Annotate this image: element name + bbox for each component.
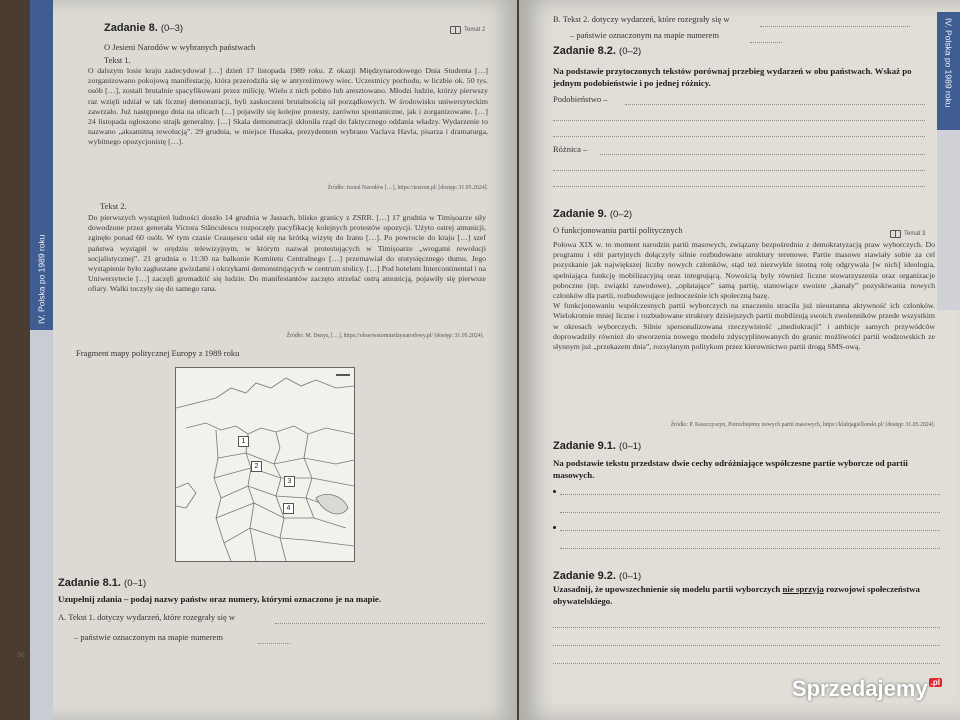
task82-similarity-line-1[interactable] [625, 104, 925, 105]
page-number: 66 [17, 652, 25, 659]
task82-instruction: Na podstawie przytoczonych tekstów porównaj przebieg wydarzeń w obu państwach. Wskaż po jednym podobieństwie i po jednej różnicy. [553, 66, 912, 88]
task92-instruction: Uzasadnij, że upowszechnienie się modelu partii wyborczych nie sprzyja rozwojowi społeczeństwa obywatelskiego. [553, 584, 920, 606]
task9-subtitle: O funkcjonowaniu partii politycznych [553, 225, 683, 235]
chapter-side-tab-right: IV. Polska po 1989 roku [937, 12, 960, 130]
task92-answer-line-3[interactable] [553, 663, 940, 664]
task81-title: Zadanie 8.1. (0–1) [58, 577, 147, 589]
task9-title: Zadanie 9. (0–2) [553, 208, 633, 220]
map-number-2: 2 [251, 461, 262, 472]
task81-line-b2: – państwie oznaczonym na mapie numerem [570, 30, 719, 40]
map-caption: Fragment mapy politycznej Europy z 1989 roku [76, 348, 240, 358]
task82-difference-label: Różnica – [553, 144, 588, 154]
task91-bullet-1 [553, 490, 556, 493]
task82-difference-line-1[interactable] [600, 154, 925, 155]
task81-line-b: B. Tekst 2. dotyczy wydarzeń, które rozegrały się w [553, 14, 730, 24]
watermark-logo: Sprzedajemy .pl [791, 676, 940, 701]
task91-answer-line-3[interactable] [560, 530, 940, 531]
map-number-3: 3 [284, 476, 295, 487]
task82-title: Zadanie 8.2. (0–2) [553, 45, 642, 57]
task92-answer-line-2[interactable] [553, 645, 940, 646]
task82-similarity-label: Podobieństwo – [553, 94, 608, 104]
task9-topic-tag: Temat 3 [890, 230, 925, 238]
task8-subtitle: O Jesieni Narodów w wybranych państwach [104, 42, 256, 52]
task92-answer-line-1[interactable] [553, 627, 940, 628]
task81-answer-number-a[interactable] [258, 643, 290, 644]
right-page [519, 0, 960, 720]
text1-source: Źródło: Jesień Narodów […], https://testron.pl/ [dostęp: 31.05.2024]. [327, 185, 488, 191]
task8-title: Zadanie 8. (0–3) [104, 22, 184, 34]
book-icon [890, 230, 901, 238]
task91-answer-line-2[interactable] [560, 512, 940, 513]
europe-map [175, 367, 355, 562]
task82-difference-line-3[interactable] [553, 186, 925, 187]
task8-topic-tag: Temat 2 [450, 26, 485, 34]
side-strip-left [30, 330, 53, 720]
task81-line-a: A. Tekst 1. dotyczy wydarzeń, które rozegrały się w [58, 612, 235, 622]
task81-instruction: Uzupełnij zdania – podaj nazwy państw oraz numery, którymi oznaczono je na mapie. [58, 594, 382, 604]
text2-label: Tekst 2. [100, 201, 127, 211]
task91-instruction: Na podstawie tekstu przedstaw dwie cechy odróżniające współczesne partie wyborcze od partii masowych. [553, 458, 908, 480]
task91-answer-line-4[interactable] [560, 548, 940, 549]
task82-similarity-line-2[interactable] [553, 120, 925, 121]
task92-title: Zadanie 9.2. (0–1) [553, 570, 642, 582]
task81-answer-line-b[interactable] [760, 26, 910, 27]
chapter-side-tab-left: IV. Polska po 1989 roku [30, 0, 53, 330]
side-strip-right [937, 130, 960, 310]
task82-similarity-line-3[interactable] [553, 136, 925, 137]
task81-line-a2: – państwie oznaczonym na mapie numerem [74, 632, 223, 642]
task9-text: Połowa XIX w. to moment narodzin partii masowych, związany bezpośrednio z demokratyzacją praw wyborczych. Do programu i elit partyjnych dołączyły silnie rozbudowane struktury terenowe. Partie masowe stawiały sobie za cel pozyskanie jak największej liczby nowych członków, stąd też niezwykle istotną rolę odgrywała [w nich] ideologia, spełniająca funkcję mobilizacyjną oraz integrującą. Nowością były również liczne stowarzyszenia oraz organizacje poboczne (np. związki zawodowe), „opłatające” samą partię, stanowiące swoiste „kanały” pozyskiwania nowych członków dla partii, rozbudowujące jednocześnie ich społeczną bazę. W funkcjonowaniu współczesnych partii wyborczych na znaczeniu straciła już nieustanna aktywność ich członków. Wielokrotnie mniej liczne i rozbudowane struktury dzisiejszych partii mobilizują swoich zwolenników przede wszystkim w okresach wyborczych. Silnie spersonalizowana rzeczywistość „mediokracji” i ambicje samych przywódców doprowadziły również do stworzenia nowego modelu zdyscyplinowanych do granic możliwości partii wodzowskich ze słynnym już „przekazem dnia”, rozsyłanym politykom przez kierownictwo partii drogą SMS-ową. [553, 240, 935, 352]
task9-source: Źródło: P. Kaszczyszyn, Potrzebujemy nowych partii masowych, https://klubjagiellonski.pl/ [dostęp: 31.05.2024]. [670, 422, 935, 428]
book-icon [450, 26, 461, 34]
text1-body: O dalszym losie kraju zadecydował […] dzień 17 listopada 1989 roku. Z okazji Międzynarodowego Dnia Studenta […] zorganizowano pokojową manifestację, która przerodziła się w antyreżimowy wiec. Uczestnicy pochodu, w liczbie ok. 50 tys. osób […], zostali brutalnie spacyfikowani przez milicję. Wielu z nich pobito lub aresztowano. Młodzi ludzie, którzy pierwszy raz wzięli udział w tak licznej demonstracji, byli zaskoczeni brutalnością sił porządkowych. W środowisku uniwersyteckim zawrzało. Już następnego dnia na ulicach […] pojawiły się kolejne protesty, zarówno spontaniczne, jak i zorganizowane. […] 24 listopada ogłoszono strajk generalny. […] Skala demonstracji skłoniła rząd do faktycznego oddania władzy. Wydarzenie to nazwano „aksamitną rewolucją”. 29 grudnia, w miejsce Husaka, prezydentem wybrano Vaclava Havla, pisarza i dramaturga, wybitnego opozycjonistę […]. [88, 66, 488, 147]
map-number-4: 4 [283, 503, 294, 514]
task91-answer-line-1[interactable] [560, 494, 940, 495]
map-number-1: 1 [238, 436, 249, 447]
task81-answer-line-a[interactable] [275, 623, 485, 624]
task91-bullet-2 [553, 526, 556, 529]
text2-source: Źródło: M. Denys, […], https://obserwatormiedzynarodowy.pl/ [dostęp: 31.05.2024]. [286, 333, 484, 339]
task82-difference-line-2[interactable] [553, 170, 925, 171]
task91-title: Zadanie 9.1. (0–1) [553, 440, 642, 452]
text1-label: Tekst 1. [104, 55, 131, 65]
map-outline-graphic [176, 368, 354, 561]
text2-body: Do pierwszych wystąpień ludności doszło 14 grudnia w Jassach, blisko granicy z ZSRR. […] 17 grudnia w Timișoarze siły dowodzone przez generała Victora Stănculescu rozpoczęły pacyfikację kolejnych protestów opozycji. Użyto ostrej amunicji, zginęło ponad 60 osób. W tym czasie Ceaușescu udał się na krótką wizytę do Iranu […]. Po powrocie do kraju […] szef państwa wystąpił w orędziu telewizyjnym, w którym nazwał protestujących w Timișoarze „wrogami rewolucji socjalistycznej”. 21 grudnia o 11:30 na balkonie Komitetu Centralnego […] przemawiał do stutysięcznego tłumu. Jego wystąpienie było zagłuszane gwizdami i okrzykami demonstrujących w centrum stolicy. […] Pod hotelem Intercontinental i na Uniwersytecie […] zaczęli gromadzić się ludzie. Do manifestantów zaczęto strzelać ostrą amunicją, pojawiły się pierwsze ofiary. Walki toczyły się do samego rana. [88, 213, 486, 294]
task81-answer-number-b[interactable] [750, 42, 782, 43]
